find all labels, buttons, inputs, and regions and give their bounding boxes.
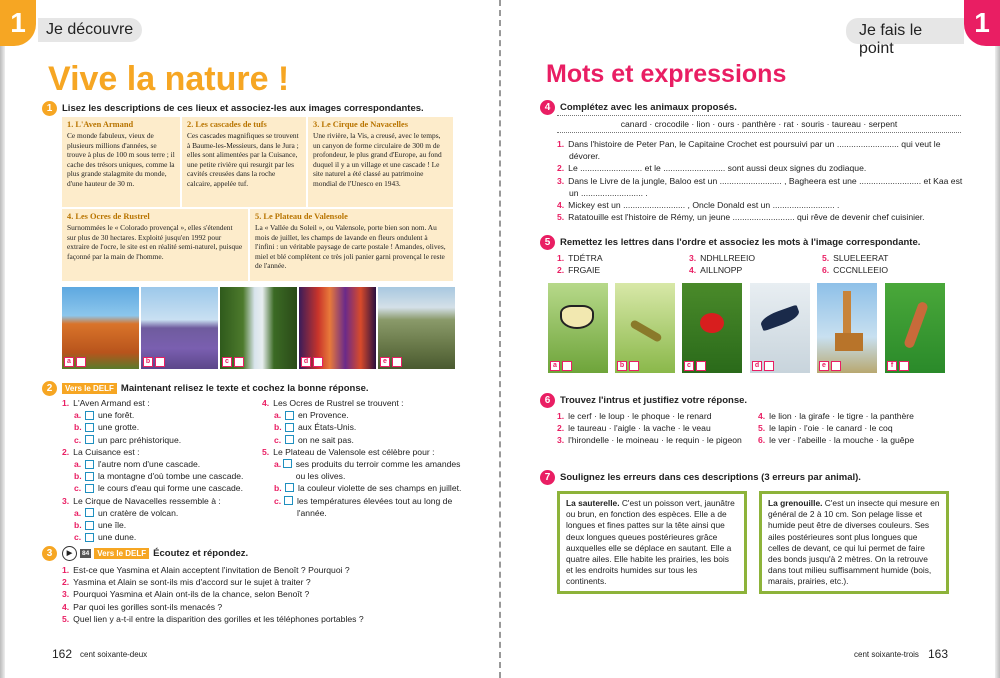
sentence: 1. Dans l'histoire de Peter Pan, le Capitaine Crochet est poursuivi par un .......................... qui veut le dévorer.: [557, 139, 941, 162]
option[interactable]: b. une île.: [74, 520, 127, 531]
place-box-3: [308, 117, 453, 207]
word-series: 1. le cerf · le loup · le phoque · le renard: [557, 411, 712, 421]
question: 4. Par quoi les gorilles sont-ils menacés ?: [62, 601, 223, 612]
word-series: 3. l'hirondelle · le moineau · le requin · le pigeon: [557, 435, 742, 446]
exercise-3-instruction: [42, 546, 482, 561]
swallow-shape: [759, 305, 801, 332]
option[interactable]: a. l'autre nom d'une cascade.: [74, 459, 201, 470]
page-edge-right: [995, 0, 1000, 678]
exercise-3-questions: [62, 564, 482, 625]
option[interactable]: c. le cours d'eau qui forme une cascade.: [74, 483, 243, 494]
word-series: 6. le ver · l'abeille · la mouche · la guêpe: [758, 435, 915, 446]
butterfly-shape: [560, 305, 594, 329]
exercise-number: 6: [540, 393, 555, 408]
photo-label: a: [550, 361, 560, 371]
box-text: C'est un insecte qui mesure en général de 2 à 10 cm. Son pelage lisse et humide peut être de diverses couleurs. Ses ailes postérieures sont plus longues que celles de devant, ce qui lui permet de faire des bonds jusqu'à 2 mètres. On la retrouve dans tout milieu suffisamment humide (bois, marais, prairies, etc.).: [768, 498, 940, 587]
answer-box[interactable]: [831, 361, 841, 371]
anagram: 3. NDHLLREEIO: [689, 253, 756, 263]
exercise-number: 7: [540, 470, 555, 485]
delf-badge: Vers le DELF: [62, 383, 117, 394]
exercise-4-sentences: [557, 138, 967, 223]
page-edge-left: [0, 0, 5, 678]
question: 2. Yasmina et Alain se sont-ils mis d'accord sur le sujet à traiter ?: [62, 577, 311, 588]
answer-box[interactable]: [764, 361, 774, 371]
answer-box[interactable]: [234, 357, 244, 367]
giraffe-neck: [843, 291, 851, 335]
question: 3. Le Cirque de Navacelles ressemble à :: [62, 495, 221, 506]
anagram: 5. SLUELEERAT: [822, 253, 889, 263]
answer-box[interactable]: [76, 357, 86, 367]
checkbox: [85, 533, 94, 542]
exercise-2-instruction: [42, 381, 482, 396]
checkbox: [85, 423, 94, 432]
giraffe-body: [835, 333, 863, 351]
checkbox: [284, 496, 293, 505]
checkbox: [85, 411, 94, 420]
anagram: 4. AILLNOPP: [689, 265, 743, 276]
word-series: 5. le lapin · l'oie · le canard · le coq: [758, 423, 893, 434]
book-spine: [499, 0, 501, 678]
photo-ocres: [62, 287, 139, 369]
photo-label: e: [819, 361, 829, 371]
photo-aven: [299, 287, 376, 369]
sentence: 5. Ratatouille est l'histoire de Rémy, un jeune .......................... qui rêve de devenir chef cuisinier.: [557, 212, 925, 223]
photo-label: a: [64, 357, 74, 367]
answer-box[interactable]: [392, 357, 402, 367]
option[interactable]: c. un parc préhistorique.: [74, 434, 182, 445]
question: 1. L'Aven Armand est :: [62, 398, 150, 408]
exercise-2-column-b: [262, 397, 467, 519]
photo-label: c: [684, 361, 694, 371]
option[interactable]: b. aux États-Unis.: [274, 422, 357, 433]
box-text: C'est un poisson vert, jaunâtre ou brun, en fonction des espèces. Elle a de longues et fines pattes sur la tête ainsi que deux longues queues postérieures grâce auxquelles elle se déplace en sautant. Elle a quatre ailes. Elle habite les prairies, les bois et les endroits humides sur tous les continents.: [566, 498, 735, 587]
photo-label: c: [222, 357, 232, 367]
grasshopper-shape: [629, 319, 662, 343]
section-tab-right: Je fais le point: [846, 18, 964, 44]
option[interactable]: b. une grotte.: [74, 422, 140, 433]
anagram: 2. FRGAIE: [557, 265, 601, 276]
checkbox: [85, 460, 94, 469]
exercise-6-column-a: [557, 410, 757, 447]
anagram: 6. CCCNLLEEIO: [822, 265, 889, 276]
exercise-number: 5: [540, 235, 555, 250]
word-bank: canard · crocodile · lion · ours · panthère · rat · souris · taureau · serpent: [557, 115, 961, 133]
place-text: Une rivière, la Vis, a creusé, avec le temps, un canyon de forme circulaire de 300 m de profondeur, le plus grand d'Europe, au fond duquel il y a un village et une cascade ! Le site naturel a été classé au patrimoine mondial de l'Unesco en 1943.: [313, 131, 442, 188]
photo-butterfly: [548, 283, 608, 373]
photo-lavender: [141, 287, 218, 369]
instruction-text: Écoutez et répondez.: [153, 548, 249, 560]
answer-box[interactable]: [313, 357, 323, 367]
checkbox: [283, 459, 292, 468]
sentence: 4. Mickey est un .......................... , Oncle Donald est un .......................... .: [557, 200, 840, 211]
photo-giraffe: [817, 283, 877, 373]
play-audio-icon[interactable]: ▶: [62, 546, 77, 561]
page-word-right: cent soixante-trois: [854, 650, 919, 659]
description-box-sauterelle: [557, 491, 747, 594]
ladybug-shape: [700, 313, 724, 333]
exercise-1-instruction: [42, 101, 482, 116]
checkbox: [285, 483, 294, 492]
checkbox: [85, 484, 94, 493]
photo-label: d: [752, 361, 762, 371]
option[interactable]: c. une dune.: [74, 532, 137, 543]
option[interactable]: c. les températures élevées tout au long de l'année.: [274, 495, 453, 518]
photo-label: b: [143, 357, 153, 367]
checkbox: [85, 521, 94, 530]
section-tab-left: Je découvre: [38, 18, 142, 42]
exercise-6-column-b: [758, 410, 968, 447]
page-title-right: Mots et expressions: [546, 60, 787, 88]
photo-label: b: [617, 361, 627, 371]
option[interactable]: a. ses produits du terroir comme les amandes ou les olives.: [274, 459, 461, 482]
sentence: 2. Le .......................... et le .......................... sont aussi deux signes du zodiaque.: [557, 163, 867, 174]
checkbox: [285, 411, 294, 420]
photo-ladybug: [682, 283, 742, 373]
description-box-grenouille: [759, 491, 949, 594]
page-word-left: cent soixante-deux: [80, 650, 148, 659]
anagram-list: [557, 252, 957, 276]
exercise-2-column-a: [62, 397, 262, 543]
unit-badge-left: 1: [0, 0, 36, 46]
place-box-4: [62, 209, 248, 281]
place-text: Ce monde fabuleux, vieux de plusieurs millions d'années, se trouve à plus de 100 m sous terre ; il cache des trésors uniques, comme la plus grande stalagmite du monde, d'une hauteur de 30 m.: [67, 131, 175, 188]
delf-badge: Vers le DELF: [94, 548, 149, 559]
place-box-5: [250, 209, 453, 281]
answer-box[interactable]: [899, 361, 909, 371]
checkbox: [285, 423, 294, 432]
option[interactable]: a. une forêt.: [74, 410, 135, 421]
checkbox: [85, 508, 94, 517]
place-title: 1. L'Aven Armand: [67, 120, 134, 129]
exercise-4-instruction: 4 Complétez avec les animaux proposés.: [540, 100, 970, 115]
instruction-text: Maintenant relisez le texte et cochez la bonne réponse.: [120, 383, 369, 395]
answer-box[interactable]: [629, 361, 639, 371]
page-number-right: 163: [928, 647, 949, 661]
exercise-number: 2: [42, 381, 57, 396]
checkbox: [285, 435, 294, 444]
photo-swallow: [750, 283, 810, 373]
place-box-2: [182, 117, 306, 207]
option[interactable]: a. un cratère de volcan.: [74, 507, 179, 518]
option[interactable]: b. la montagne d'où tombe une cascade.: [74, 471, 244, 482]
word-series: 4. le lion · la girafe · le tigre · la panthère: [758, 411, 914, 421]
page-number-left: 162: [52, 647, 73, 661]
question: 2. La Cuisance est :: [62, 446, 140, 457]
place-title: 3. Le Cirque de Navacelles: [313, 120, 408, 129]
photo-label: d: [301, 357, 311, 367]
photo-chameleon: [885, 283, 945, 373]
exercise-7-instruction: 7 Soulignez les erreurs dans ces descriptions (3 erreurs par animal).: [540, 470, 970, 485]
question: 4. Les Ocres de Rustrel se trouvent :: [262, 398, 404, 408]
unit-badge-right: 1: [964, 0, 1000, 46]
question: 3. Pourquoi Yasmina et Alain ont-ils de la chance, selon Benoît ?: [62, 589, 310, 600]
instruction-text: Lisez les descriptions de ces lieux et associez-les aux images correspondantes.: [62, 103, 424, 115]
option[interactable]: c. on ne sait pas.: [274, 434, 354, 445]
track-number: 84: [82, 550, 90, 557]
answer-box[interactable]: [696, 361, 706, 371]
option[interactable]: a. en Provence.: [274, 410, 349, 421]
box-title: La grenouille.: [768, 498, 823, 508]
checkbox: [85, 472, 94, 481]
place-title: 4. Les Ocres de Rustrel: [67, 212, 150, 221]
photo-cirque: [378, 287, 455, 369]
option[interactable]: b. la couleur violette de ses champs en juillet.: [274, 483, 462, 494]
photo-cascades: [220, 287, 297, 369]
anagram: 1. TDÉTRA: [557, 253, 603, 263]
photo-label: e: [380, 357, 390, 367]
chameleon-shape: [903, 301, 929, 350]
place-title: 2. Les cascades de tufs: [187, 120, 267, 129]
exercise-number: 1: [42, 101, 57, 116]
word-series: 2. le taureau · l'aigle · la vache · le veau: [557, 423, 711, 434]
photo-label: f: [887, 361, 897, 371]
place-text: La « Vallée du Soleil », ou Valensole, porte bien son nom. Au mois de juillet, les champs de lavande en fleurs ondulent à l'infini : un véritable paysage de carte postale ! Amandes, olives, miel et blé complètent ce très joli panier garni provençal le reste de l'année.: [255, 223, 446, 271]
photo-grasshopper: [615, 283, 675, 373]
question: 5. Quel lien y a-t-il entre la disparition des gorilles et les téléphones portables ?: [62, 613, 364, 624]
exercise-number: 3: [42, 546, 57, 561]
exercise-number: 4: [540, 100, 555, 115]
answer-box[interactable]: [155, 357, 165, 367]
place-box-1: [62, 117, 180, 207]
question: 1. Est-ce que Yasmina et Alain acceptent l'invitation de Benoît ? Pourquoi ?: [62, 565, 350, 575]
box-title: La sauterelle.: [566, 498, 620, 508]
exercise-5-instruction: 5 Remettez les lettres dans l'ordre et associez les mots à l'image correspondante.: [540, 235, 970, 250]
place-text: Surnommées le « Colorado provençal », elles s'étendent sur plus de 30 hectares. Exploité jusqu'en 1992 pour extraire de l'ocre, le site est en réalité semi-naturel, puisque façonné par la main de l'homme.: [67, 223, 243, 261]
question: 5. Le Plateau de Valensole est célèbre pour :: [262, 446, 435, 457]
checkbox: [85, 435, 94, 444]
place-text: Ces cascades magnifiques se trouvent à Baume-les-Messieurs, dans le Jura ; elles sont alimentées par la Cuisance, une petite rivière qui resurgit par les cavités creusées dans la roche calcaire, appelée tuf.: [187, 131, 299, 188]
place-title: 5. Le Plateau de Valensole: [255, 212, 348, 221]
exercise-6-instruction: 6 Trouvez l'intrus et justifiez votre réponse.: [540, 393, 970, 408]
answer-box[interactable]: [562, 361, 572, 371]
sentence: 3. Dans le Livre de la jungle, Baloo est un .......................... , Bagheera est une .......................... et Kaa est un .......................... .: [557, 175, 963, 198]
page-title-left: Vive la nature !: [48, 60, 290, 98]
